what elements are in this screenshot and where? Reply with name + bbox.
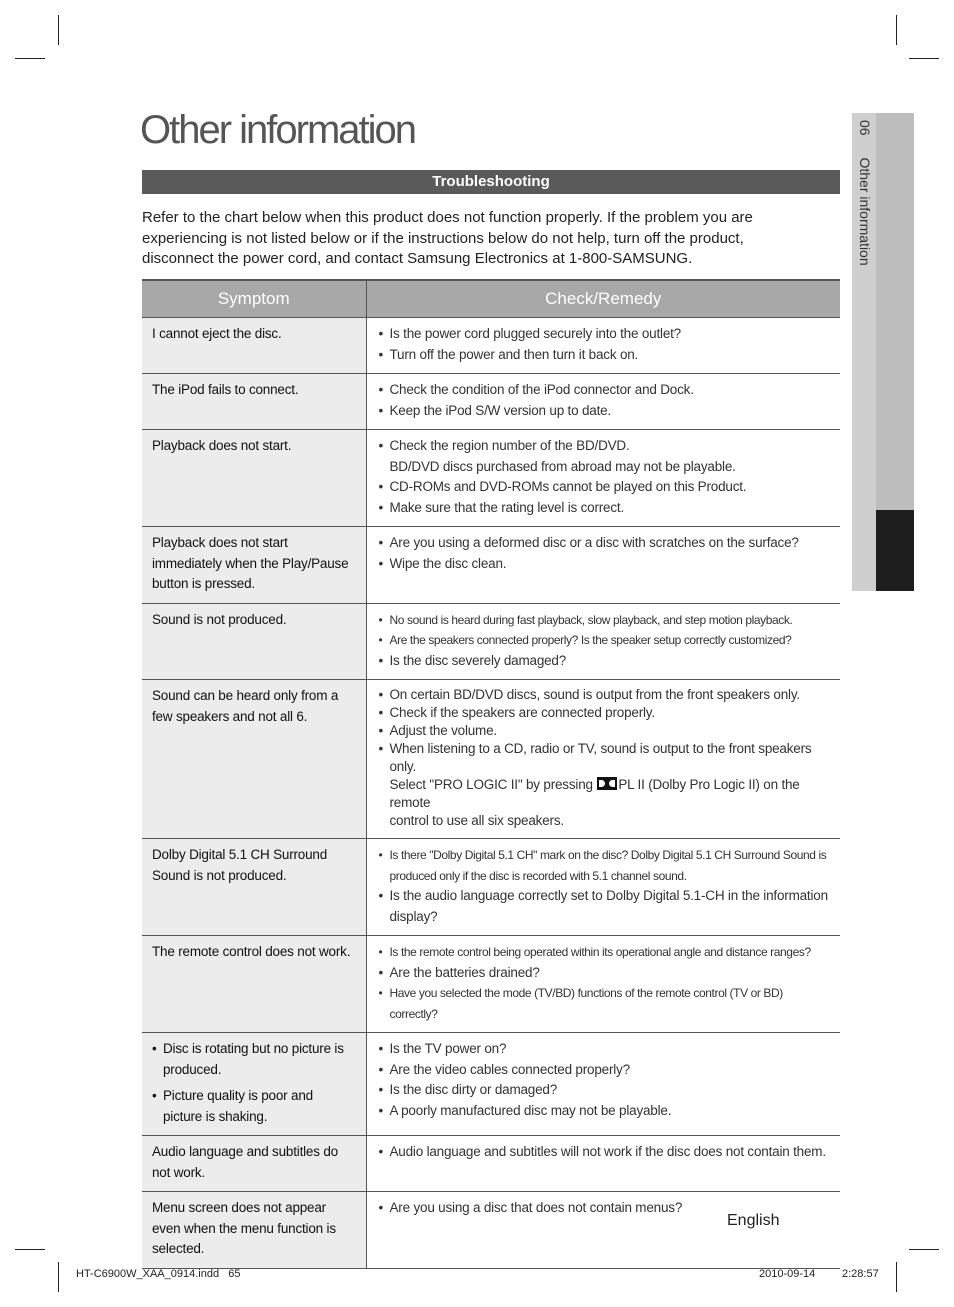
footer-language: English xyxy=(727,1212,780,1229)
remedy-header: Check/Remedy xyxy=(366,280,840,318)
remedy-cell xyxy=(366,1136,840,1192)
table-row xyxy=(142,1033,840,1136)
crop-mark xyxy=(58,1262,59,1292)
remedy-item: • When listening to a CD, radio or TV, sound is output to the front speakers only. xyxy=(379,740,831,776)
remedy-item: • Turn off the power and then turn it back on. xyxy=(379,345,831,366)
remedy-cell xyxy=(366,430,840,527)
symptom-cell: The remote control does not work. xyxy=(142,936,366,1033)
table-row xyxy=(142,430,840,527)
remedy-item: • Is the disc dirty or damaged? xyxy=(379,1080,831,1101)
footer-date: 2010-09-14 xyxy=(759,1268,816,1280)
remedy-item: • A poorly manufactured disc may not be playable. xyxy=(379,1101,831,1122)
remedy-item: • Keep the iPod S/W version up to date. xyxy=(379,401,831,422)
symptom-header: Symptom xyxy=(142,280,366,318)
remedy-item: • On certain BD/DVD discs, sound is output from the front speakers only. xyxy=(379,686,831,704)
remedy-item: • Are the batteries drained? xyxy=(379,963,831,984)
remedy-cell xyxy=(366,374,840,430)
remedy-cell xyxy=(366,318,840,374)
remedy-cell xyxy=(366,936,840,1033)
table-row xyxy=(142,527,840,604)
table-row xyxy=(142,603,840,680)
crop-mark xyxy=(896,1262,897,1292)
symptom-cell: I cannot eject the disc. xyxy=(142,318,366,374)
table-row xyxy=(142,318,840,374)
remedy-text: Select "PRO LOGIC II" by pressing xyxy=(389,777,593,792)
remedy-item-continued xyxy=(379,776,831,812)
symptom-cell xyxy=(142,1033,366,1136)
remedy-item: • Audio language and subtitles will not work if the disc does not contain them. xyxy=(379,1142,831,1163)
symptom-cell: Playback does not start. xyxy=(142,430,366,527)
remedy-item: • Are the speakers connected properly? Is the speaker setup correctly customized? xyxy=(379,630,831,651)
symptom-cell: The iPod fails to connect. xyxy=(142,374,366,430)
table-row xyxy=(142,936,840,1033)
section-heading: Troubleshooting xyxy=(142,170,840,194)
remedy-item: • Check the region number of the BD/DVD. xyxy=(379,436,831,457)
remedy-item: • Is the remote control being operated within its operational angle and distance ranges? xyxy=(379,942,831,963)
remedy-item: • Adjust the volume. xyxy=(379,722,831,740)
crop-mark xyxy=(909,58,939,59)
remedy-item: • CD-ROMs and DVD-ROMs cannot be played on this Product. xyxy=(379,477,831,498)
symptom-cell: Dolby Digital 5.1 CH Surround Sound is not produced. xyxy=(142,839,366,936)
crop-mark xyxy=(896,15,897,45)
remedy-item: • Is there "Dolby Digital 5.1 CH" mark on the disc? Dolby Digital 5.1 CH Surround Sound is produced only if the disc is recorded with 5.1 channel sound. xyxy=(379,845,831,886)
side-tab-label xyxy=(851,120,873,266)
remedy-cell xyxy=(366,527,840,604)
remedy-item: • Make sure that the rating level is correct. xyxy=(379,498,831,519)
remedy-item: • Are you using a deformed disc or a disc with scratches on the surface? xyxy=(379,533,831,554)
crop-mark xyxy=(58,15,59,45)
dolby-icon xyxy=(597,777,617,790)
remedy-text: PL II (Dolby Pro Logic II) on the remote xyxy=(389,777,800,810)
table-row xyxy=(142,839,840,936)
symptom-cell: Sound is not produced. xyxy=(142,603,366,680)
remedy-item-continued: control to use all six speakers. xyxy=(389,813,564,828)
symptom-item: • Disc is rotating but no picture is produced. xyxy=(152,1039,356,1080)
symptom-cell: Audio language and subtitles do not work. xyxy=(142,1136,366,1192)
remedy-item: • Is the TV power on? xyxy=(379,1039,831,1060)
table-row xyxy=(142,1136,840,1192)
chapter-name: Other information xyxy=(857,157,873,266)
symptom-cell: Menu screen does not appear even when the menu function is selected. xyxy=(142,1192,366,1269)
remedy-cell xyxy=(366,603,840,680)
remedy-cell xyxy=(366,680,840,839)
page-title: Other information xyxy=(140,108,416,152)
remedy-item: • Is the power cord plugged securely into the outlet? xyxy=(379,324,831,345)
intro-paragraph: Refer to the chart below when this product does not function properly. If the problem you are experiencing is not listed below or if the instructions below do not help, turn off the product, disconnect the power cord, and contact Samsung Electronics at 1-800-SAMSUNG. xyxy=(142,209,753,267)
crop-mark xyxy=(15,58,45,59)
footer-time: 2:28:57 xyxy=(842,1268,879,1280)
remedy-item: • Wipe the disc clean. xyxy=(379,554,831,575)
footer-file-name: HT-C6900W_XAA_0914.indd 65 xyxy=(76,1268,241,1280)
symptom-cell: Sound can be heard only from a few speakers and not all 6. xyxy=(142,680,366,839)
symptom-item: • Picture quality is poor and picture is shaking. xyxy=(152,1086,356,1127)
remedy-item: • Have you selected the mode (TV/BD) functions of the remote control (TV or BD) correctly? xyxy=(379,983,831,1024)
table-row xyxy=(142,374,840,430)
table-row xyxy=(142,680,840,839)
troubleshooting-table xyxy=(142,279,840,1269)
remedy-item: • Are the video cables connected properly? xyxy=(379,1060,831,1081)
remedy-cell xyxy=(366,839,840,936)
crop-mark xyxy=(15,1249,45,1250)
chapter-number: 06 xyxy=(857,120,873,136)
remedy-item: • Is the disc severely damaged? xyxy=(379,651,831,672)
remedy-item: • Is the audio language correctly set to Dolby Digital 5.1-CH in the information display? xyxy=(379,886,831,927)
side-tab-marker xyxy=(876,510,914,591)
table-header-row xyxy=(142,280,840,318)
remedy-item: • Check the condition of the iPod connector and Dock. xyxy=(379,380,831,401)
remedy-cell xyxy=(366,1033,840,1136)
symptom-cell: Playback does not start immediately when the Play/Pause button is pressed. xyxy=(142,527,366,604)
crop-mark xyxy=(909,1249,939,1250)
remedy-item: • No sound is heard during fast playback, slow playback, and step motion playback. xyxy=(379,610,831,631)
remedy-item: • Are you using a disc that does not contain menus? xyxy=(379,1198,831,1219)
side-tab-strip xyxy=(876,113,914,510)
remedy-item: • Check if the speakers are connected properly. xyxy=(379,704,831,722)
remedy-item-continued: BD/DVD discs purchased from abroad may not be playable. xyxy=(389,458,736,474)
